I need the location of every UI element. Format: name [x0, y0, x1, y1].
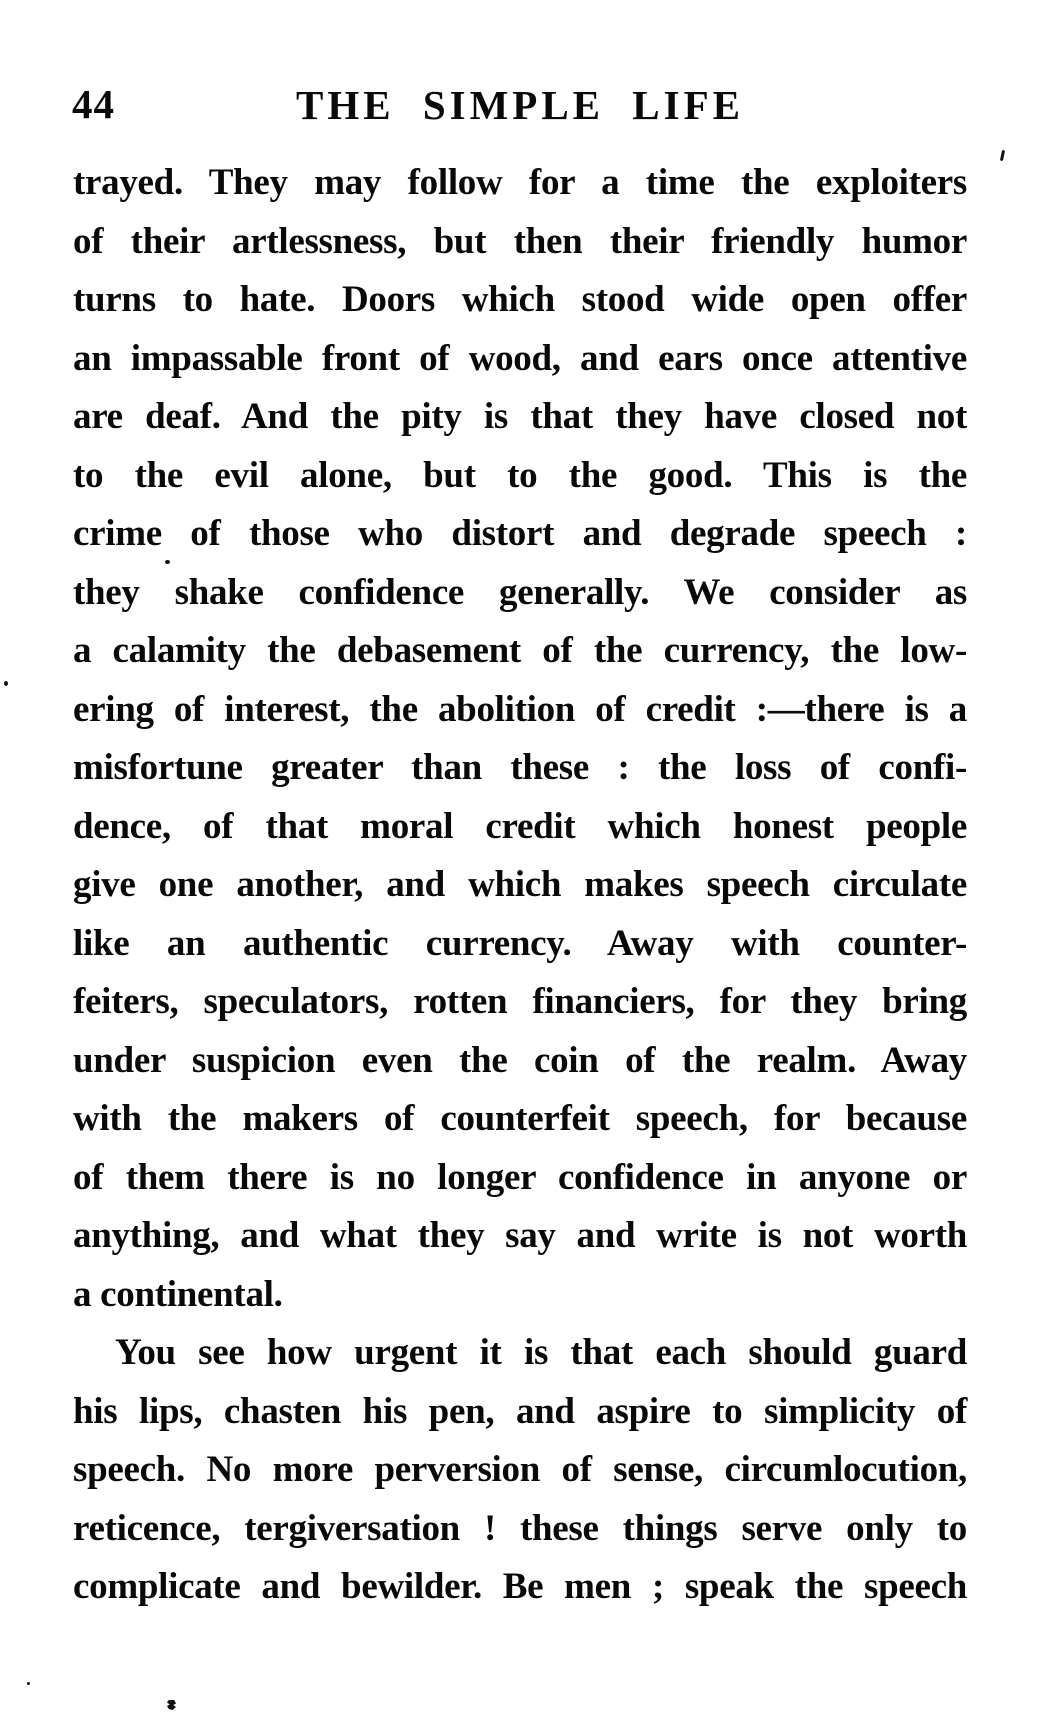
- scan-speck: [4, 681, 8, 686]
- scan-speck: [165, 560, 170, 564]
- text-line: of them there is no longer confidence in anyone or: [73, 1156, 967, 1198]
- text-line: with the makers of counterfeit speech, for because: [73, 1098, 967, 1139]
- text-line: speech. No more perversion of sense, circumlocution,: [73, 1449, 967, 1490]
- text-line: dence, of that moral credit which honest people: [73, 805, 967, 847]
- text-line: are deaf. And the pity is that they have closed not: [73, 396, 967, 437]
- text-line: complicate and bewilder. Be men ; speak the speech: [73, 1566, 967, 1607]
- text-line: a calamity the debasement of the currency, the low-: [73, 630, 967, 671]
- text-line: like an authentic currency. Away with counter-: [73, 922, 967, 964]
- running-title: THE SIMPLE LIFE: [296, 82, 744, 128]
- text-line: turns to hate. Doors which stood wide open offer: [73, 279, 967, 320]
- text-line: of their artlessness, but then their friendly humor: [73, 220, 967, 262]
- text-line: You see how urgent it is that each should guard: [115, 1332, 967, 1373]
- scan-speck: [167, 1700, 176, 1710]
- body-text-block: [73, 154, 967, 1617]
- text-line: an impassable front of wood, and ears once attentive: [73, 337, 967, 379]
- text-line: his lips, chasten his pen, and aspire to simplicity of: [73, 1390, 967, 1432]
- text-line: give one another, and which makes speech circulate: [73, 864, 967, 905]
- text-line: they shake confidence generally. We consider as: [73, 571, 967, 613]
- text-line: trayed. They may follow for a time the exploiters: [73, 162, 967, 203]
- text-line: under suspicion even the coin of the realm. Away: [73, 1039, 967, 1081]
- scan-speck: [27, 1682, 30, 1685]
- text-line: a continental.: [73, 1273, 283, 1315]
- text-line: ering of interest, the abolition of credit :—there is a: [73, 688, 967, 730]
- text-line: crime of those who distort and degrade speech :: [73, 513, 967, 554]
- text-line: reticence, tergiversation ! these things serve only to: [73, 1507, 967, 1549]
- text-line: to the evil alone, but to the good. This is the: [73, 454, 967, 496]
- text-line: anything, and what they say and write is not worth: [73, 1215, 967, 1256]
- page-number: 44: [72, 81, 115, 127]
- text-line: feiters, speculators, rotten financiers, for they bring: [73, 981, 967, 1022]
- scan-speck: [1000, 150, 1005, 161]
- text-line: misfortune greater than these : the loss of confi-: [73, 747, 967, 788]
